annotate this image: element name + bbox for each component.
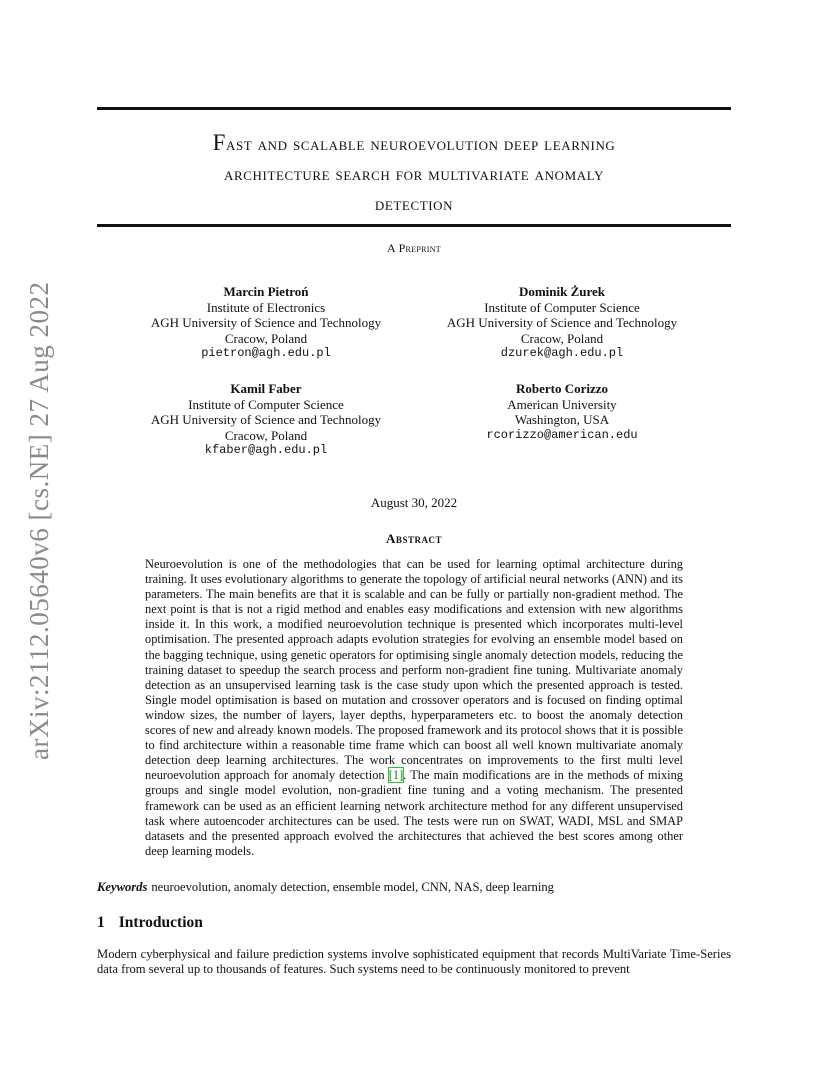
author-block	[402, 284, 722, 362]
author-university: AGH University of Science and Technology	[150, 412, 382, 427]
author-university: AGH University of Science and Technology	[446, 315, 678, 330]
author-block	[106, 284, 426, 362]
paper-title	[97, 128, 731, 220]
author-name: Dominik Żurek	[518, 284, 606, 299]
author-name: Kamil Faber	[230, 381, 302, 396]
section-heading	[97, 914, 203, 932]
title-line-2: architecture search for multivariate anomaly	[224, 164, 604, 185]
title-initial: F	[212, 130, 226, 155]
title-line-1-text: ast and scalable neuroevolution deep learning	[225, 134, 616, 155]
author-location: Cracow, Poland	[224, 330, 308, 346]
author-email[interactable]: kfaber@agh.edu.pl	[204, 443, 328, 457]
author-name: Marcin Pietroń	[223, 284, 309, 299]
title-bottom-rule	[97, 224, 731, 227]
author-block	[106, 381, 426, 459]
section-number: 1	[97, 914, 105, 931]
title-top-rule	[97, 107, 731, 110]
author-affiliation: Institute of Electronics	[206, 299, 326, 315]
author-block	[402, 381, 722, 443]
author-affiliation: Institute of Computer Science	[188, 396, 344, 412]
author-email[interactable]: pietron@agh.edu.pl	[201, 346, 331, 360]
keywords	[97, 880, 731, 895]
arxiv-stamp: arXiv:2112.05640v6 [cs.NE] 27 Aug 2022	[24, 281, 54, 760]
section-title: Introduction	[118, 914, 203, 931]
author-affiliation: Institute of Computer Science	[484, 299, 640, 315]
abstract-text-part-1: Neuroevolution is one of the methodologies that can be used for learning optimal architecture during training. It uses evolutionary algorithms to generate the topology of artificial neural networks (ANN) and its parameters. The main benefits are that it is scalable and can be fully or partially non-gradient method. The next point is that is not a rigid method and enables easy modifications and extension with new algorithms inside it. In this work, a modified neuroevolution technique is presented which incorporates multi-level optimisation. The presented approach adapts evolution strategies for evolving an ensemble model based on the bagging technique, using genetic operators for optimising single anomaly detection models, reducing the training dataset to speedup the search process and perform non-gradient fine tuning. Multivariate anomaly detection as an unsupervised learning task is the case study upon which the presented approach is tested. Single model optimisation is based on mutation and crossover operators and is focused on finding optimal window sizes, the number of layers, layer depths, hyperparameters etc. to boost the anomaly detection scores of new and already known models. The proposed framework and its protocol shows that it is possible to find architecture within a reasonable time frame which can boost all well known multivariate anomaly detection deep learning architectures. The work concentrates on improvements to the first multi level neuroevolution approach for anomaly detection	[145, 557, 683, 783]
author-university: Washington, USA	[514, 412, 610, 427]
preprint-label: A Preprint	[386, 241, 441, 255]
publication-date: August 30, 2022	[370, 495, 458, 510]
keywords-list: neuroevolution, anomaly detection, ensemble model, CNN, NAS, deep learning	[151, 880, 554, 894]
author-university: AGH University of Science and Technology	[150, 315, 382, 330]
author-location: Cracow, Poland	[224, 427, 308, 443]
abstract-text-part-2: . The main modifications are in the methods of mixing groups and single model evolution, non-gradient fine tuning and a voting mechanism. The presented framework can be used as an efficient learning network architecture method for any different unsupervised task where autoencoder architectures can be used. The tests were run on SWAT, WADI, MSL and SMAP datasets and the presented approach evolved the architectures that achieved the best scores among other deep learning models.	[145, 768, 684, 858]
author-affiliation: American University	[507, 396, 617, 412]
author-location: Cracow, Poland	[520, 330, 604, 346]
keywords-label: Keywords	[97, 880, 148, 894]
author-email[interactable]: rcorizzo@american.edu	[486, 427, 638, 442]
intro-paragraph: Modern cyberphysical and failure prediction systems involve sophisticated equipment that records MultiVariate Time-Series data from several up to thousands of features. Such systems need to be continuously monitored to prevent	[97, 947, 731, 977]
abstract-text	[145, 557, 683, 859]
title-line-1	[97, 128, 731, 160]
abstract-heading: Abstract	[386, 531, 442, 546]
citation-link[interactable]: [1]	[388, 768, 404, 783]
author-email[interactable]: dzurek@agh.edu.pl	[500, 346, 624, 360]
author-name: Roberto Corizzo	[515, 381, 609, 396]
title-line-3: detection	[374, 194, 454, 215]
